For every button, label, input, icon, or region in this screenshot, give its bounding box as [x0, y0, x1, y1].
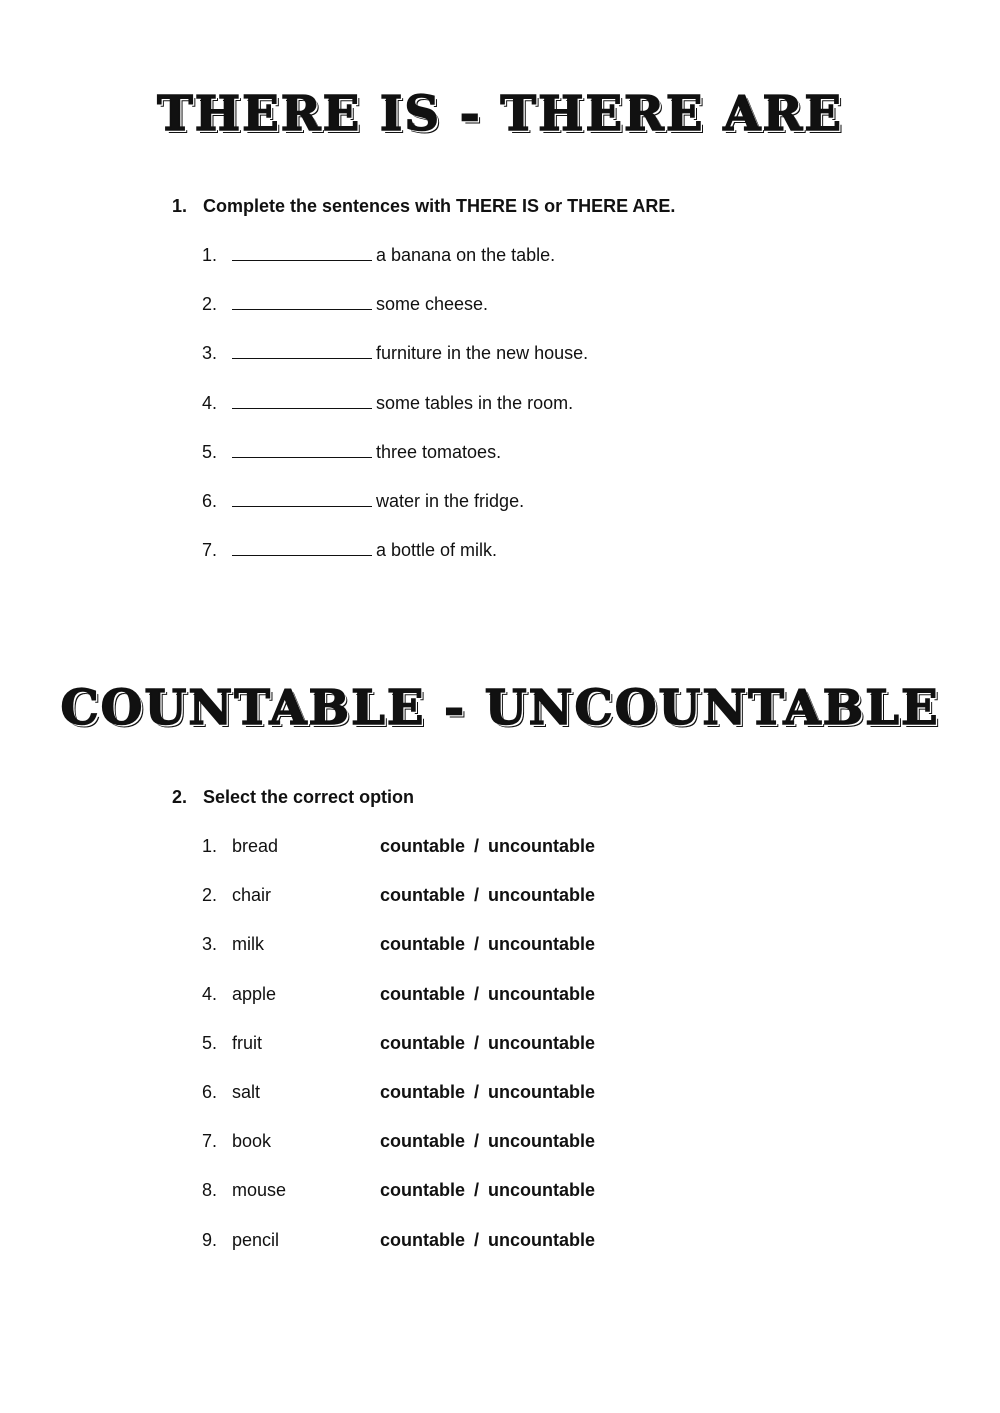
item-word: milk: [232, 934, 264, 955]
item-number: 5.: [202, 441, 218, 462]
instruction-text: Complete the sentences with THERE IS or THERE ARE.: [203, 196, 676, 216]
option-countable[interactable]: countable: [380, 836, 466, 856]
item-number: 9.: [202, 1229, 218, 1250]
item-word: mouse: [232, 1180, 287, 1201]
fill-in-item: [202, 491, 588, 540]
answer-blank[interactable]: [232, 344, 372, 359]
option-countable[interactable]: countable: [380, 934, 466, 955]
item-number: 4.: [202, 983, 218, 1004]
option-separator: /: [474, 1081, 480, 1102]
item-text: a banana on the table.: [376, 245, 556, 265]
fill-in-item: [202, 540, 588, 589]
option-separator: /: [474, 1032, 480, 1053]
item-number: 2.: [202, 294, 218, 315]
fill-in-item: [202, 343, 588, 392]
item-number: 4.: [202, 392, 218, 413]
option-separator: /: [474, 885, 480, 906]
item-word: apple: [232, 983, 277, 1004]
item-number: 6.: [202, 490, 218, 511]
section1-instruction: [172, 196, 675, 217]
instruction-text: Select the correct option: [203, 787, 415, 807]
option-countable[interactable]: countable: [380, 1180, 466, 1201]
item-number: 6.: [202, 1081, 218, 1102]
item-text: water in the fridge.: [376, 490, 525, 511]
answer-blank[interactable]: [232, 443, 372, 458]
option-countable[interactable]: countable: [380, 1229, 466, 1250]
fill-in-item: [202, 442, 588, 491]
answer-blank[interactable]: [232, 541, 372, 556]
answer-blank[interactable]: [232, 295, 372, 310]
option-uncountable[interactable]: uncountable: [488, 836, 596, 856]
choice-item: [202, 1082, 595, 1131]
option-uncountable[interactable]: uncountable: [488, 934, 596, 955]
item-text: furniture in the new house.: [376, 343, 589, 364]
item-number: 2.: [202, 885, 218, 906]
fill-in-item: [202, 245, 588, 294]
option-countable[interactable]: countable: [380, 1032, 466, 1053]
item-text: three tomatoes.: [376, 441, 502, 462]
option-uncountable[interactable]: uncountable: [488, 1229, 596, 1250]
choice-item: [202, 1180, 595, 1229]
option-separator: /: [474, 1131, 480, 1152]
choice-item: [202, 1131, 595, 1180]
item-word: bread: [232, 836, 279, 856]
option-uncountable[interactable]: uncountable: [488, 1180, 596, 1201]
choice-item: [202, 836, 595, 885]
fill-in-item: [202, 393, 588, 442]
option-uncountable[interactable]: uncountable: [488, 1131, 596, 1152]
item-text: a bottle of milk.: [376, 540, 498, 561]
item-number: 1.: [202, 245, 218, 265]
item-word: book: [232, 1131, 272, 1152]
section2-title: COUNTABLE - UNCOUNTABLE: [60, 680, 940, 736]
answer-blank[interactable]: [232, 394, 372, 409]
choice-list: [202, 836, 595, 1279]
choice-item: [202, 885, 595, 934]
option-countable[interactable]: countable: [380, 885, 466, 906]
choice-item: [202, 1033, 595, 1082]
option-separator: /: [474, 934, 480, 955]
item-number: 1.: [202, 836, 218, 856]
option-uncountable[interactable]: uncountable: [488, 1081, 596, 1102]
option-uncountable[interactable]: uncountable: [488, 983, 596, 1004]
option-separator: /: [474, 836, 480, 856]
item-number: 8.: [202, 1180, 218, 1201]
item-number: 3.: [202, 343, 218, 364]
fill-in-item: [202, 294, 588, 343]
option-separator: /: [474, 1229, 480, 1250]
instruction-number: 2.: [172, 787, 188, 807]
option-separator: /: [474, 983, 480, 1004]
option-uncountable[interactable]: uncountable: [488, 885, 596, 906]
instruction-number: 1.: [172, 196, 188, 216]
choice-item: [202, 984, 595, 1033]
choice-item: [202, 934, 595, 983]
section2-instruction: [172, 787, 414, 808]
option-countable[interactable]: countable: [380, 1131, 466, 1152]
answer-blank[interactable]: [232, 492, 372, 507]
item-text: some cheese.: [376, 294, 489, 315]
option-uncountable[interactable]: uncountable: [488, 1032, 596, 1053]
item-number: 7.: [202, 1131, 218, 1152]
item-word: salt: [232, 1081, 261, 1102]
item-text: some tables in the room.: [376, 392, 574, 413]
option-countable[interactable]: countable: [380, 1081, 466, 1102]
item-word: pencil: [232, 1229, 280, 1250]
choice-item: [202, 1230, 595, 1279]
option-separator: /: [474, 1180, 480, 1201]
item-word: fruit: [232, 1032, 263, 1053]
item-number: 3.: [202, 934, 218, 955]
item-number: 5.: [202, 1032, 218, 1053]
item-number: 7.: [202, 540, 218, 561]
fill-in-list: [202, 245, 588, 589]
item-word: chair: [232, 885, 272, 906]
answer-blank[interactable]: [232, 246, 372, 261]
option-countable[interactable]: countable: [380, 983, 466, 1004]
section1-title: THERE IS - THERE ARE: [157, 86, 843, 142]
